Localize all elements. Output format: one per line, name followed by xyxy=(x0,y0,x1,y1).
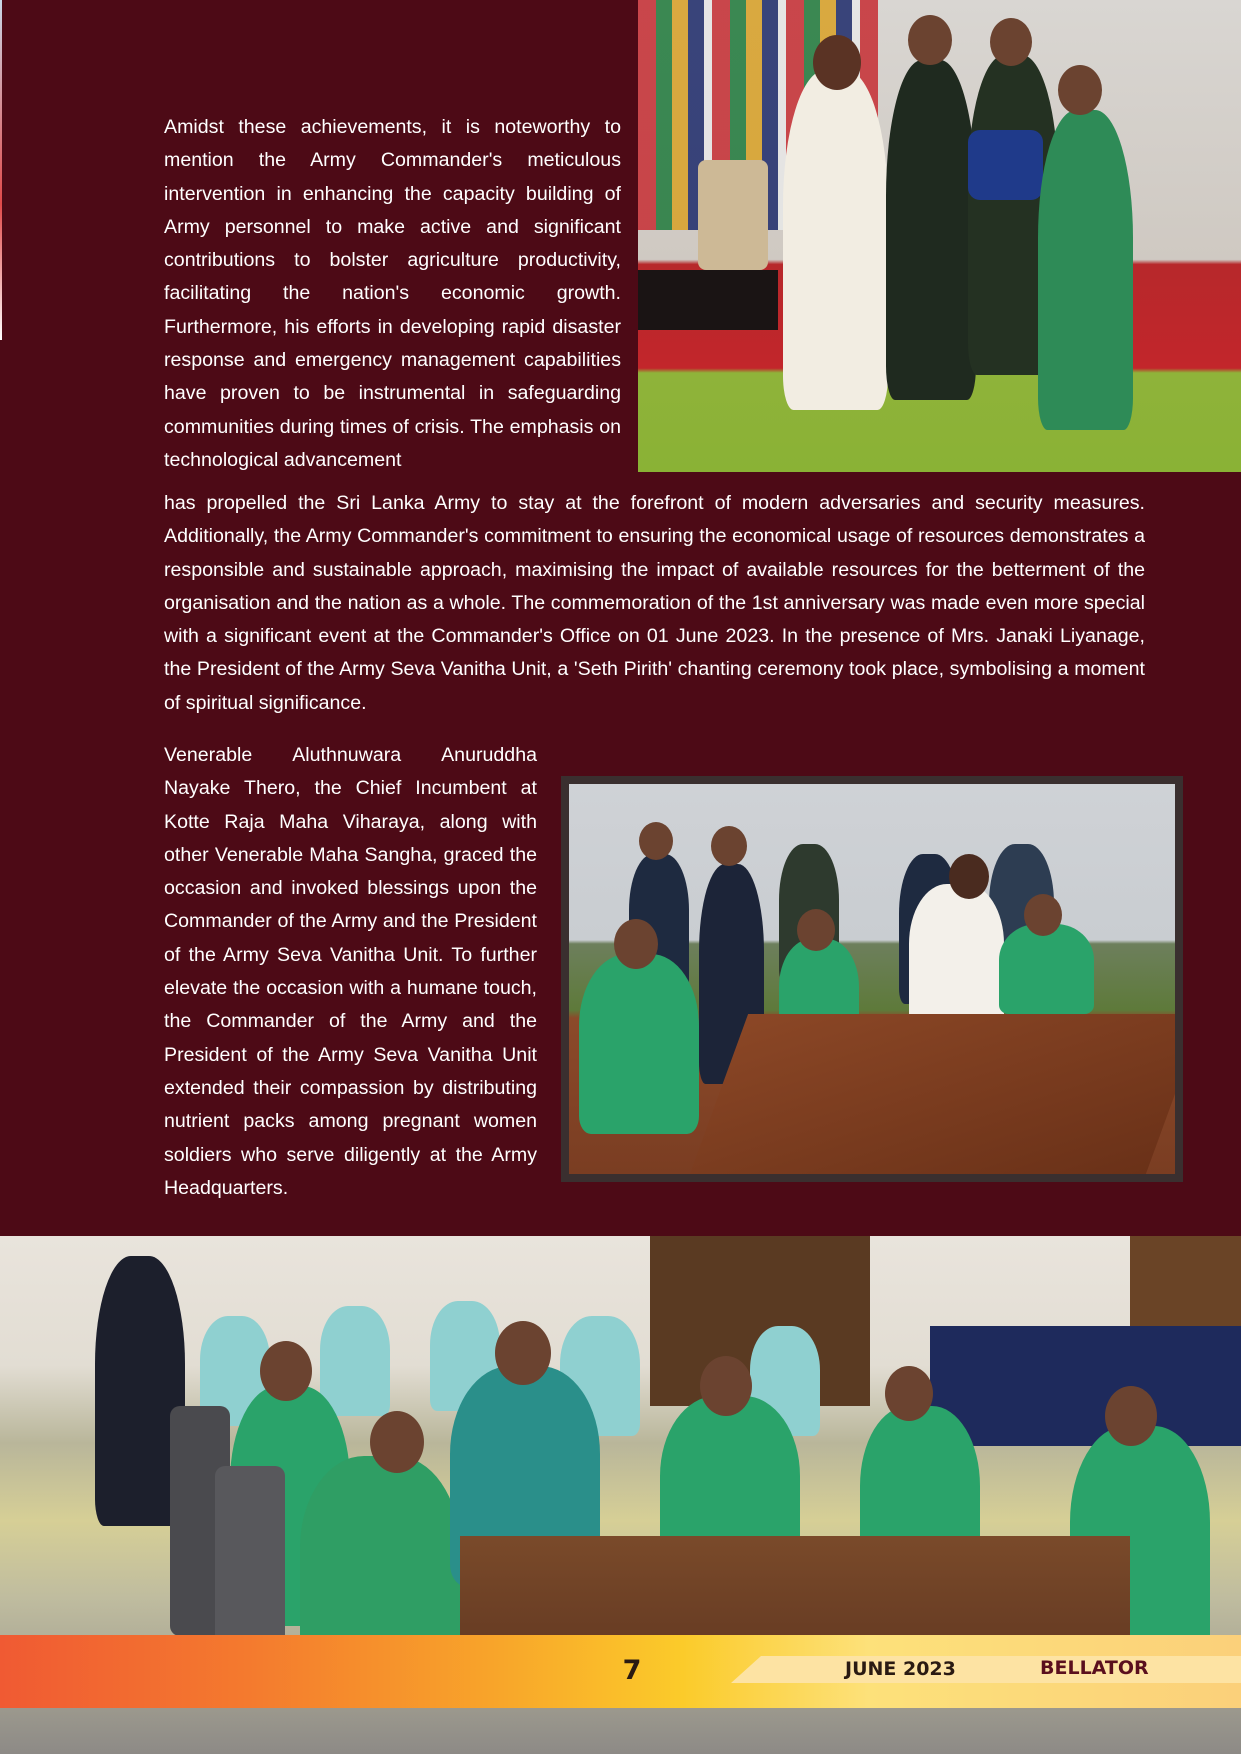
article-paragraph-3: Venerable Aluthnuwara Anuruddha Nayake Thero, the Chief Incumbent at Kotte Raja Maha Viharaya, along with other Venerable Maha Sangha, graced the occasion and invoked blessings upon the Commander of the Army and the President of the Army Seva Vanitha Unit. To further elevate the occasion with a humane touch, the Commander of the Army and the President of the Army Seva Vanitha Unit extended their compassion by distributing nutrient packs among pregnant women soldiers who serve diligently at the Army Headquarters. xyxy=(164,744,537,1199)
photo-nutrient-pack-lunch xyxy=(569,784,1175,1174)
page-number: 7 xyxy=(622,1655,642,1686)
footer-tab xyxy=(731,1656,1241,1683)
issue-date: JUNE 2023 xyxy=(845,1658,956,1680)
magazine-name: BELLATOR xyxy=(1040,1657,1149,1679)
article-paragraph-1: Amidst these achievements, it is noteworthy to mention the Army Commander's meticulous intervention in enhancing the capacity building of Army personnel to make active and significant contributions to bolster agriculture productivity, facilitating the nation's economic growth. Furthermore, his efforts in developing rapid disaster response and emergency management capabilities have proven to be instrumental in safeguarding communities during times of crisis. The emphasis on technological advancement xyxy=(164,116,621,471)
photo-presentation-ceremony xyxy=(638,0,1241,472)
article-paragraph-2: has propelled the Sri Lanka Army to stay at the forefront of modern adversaries and security measures. Additionally, the Army Commander's commitment to ensuring the economical usage of resources demonstrates a responsible and sustainable approach, maximising the impact of available resources for the betterment of the organisation and the nation as a whole. The commemoration of the 1st anniversary was made even more special with a significant event at the Commander's Office on 01 June 2023. In the presence of Mrs. Janaki Liyanage, the President of the Army Seva Vanitha Unit, a 'Seth Pirith' chanting ceremony took place, symbolising a moment of spiritual significance. xyxy=(164,492,1145,714)
left-edge-stripe xyxy=(0,0,2,340)
